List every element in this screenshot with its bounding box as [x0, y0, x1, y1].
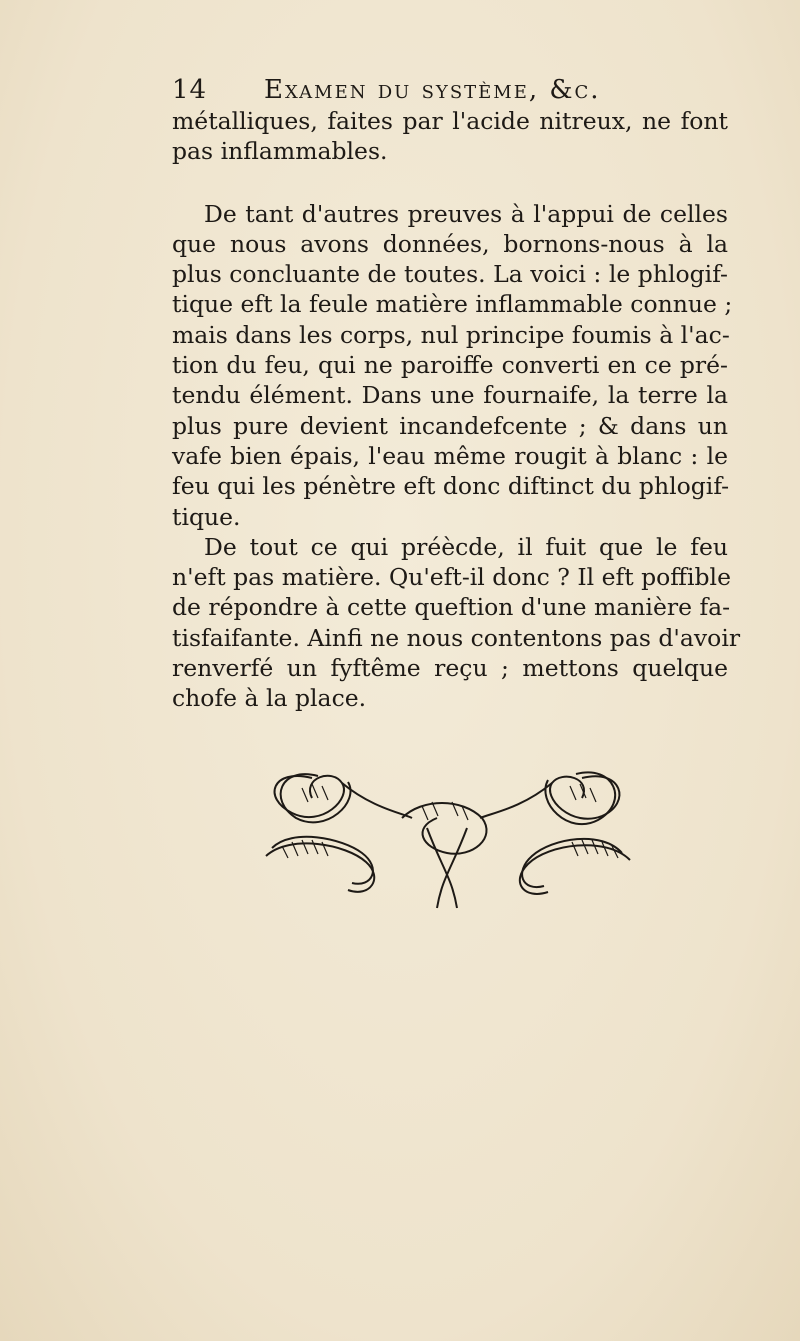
text-line: De tant d'autres preuves à l'appui de celles — [204, 199, 728, 228]
text-line: De tout ce qui préècde, il fuit que le feu — [204, 532, 728, 561]
ribbon-ornament-icon — [252, 758, 642, 916]
text-line: n'eft pas matière. Qu'eft-il donc ? Il eft poffible — [172, 563, 731, 592]
running-title: Examen du système, &c. — [264, 75, 601, 105]
text-line: renverfé un fyftême reçu ; mettons quelque — [172, 654, 728, 683]
text-line: pas inflammables. — [172, 137, 388, 166]
page-number: 14 — [172, 75, 208, 105]
running-header — [172, 74, 692, 106]
text-line: tendu élément. Dans une fournaife, la terre la — [172, 381, 728, 410]
text-line: métalliques, faites par l'acide nitreux, ne font — [172, 107, 728, 135]
paragraph-2 — [172, 199, 733, 532]
body-text — [172, 106, 741, 714]
text-line: plus pure devient incandefcente ; & dans un — [172, 411, 728, 440]
text-line: que nous avons données, bornons-nous à la — [172, 229, 728, 258]
text-line: chofe à la place. — [172, 684, 367, 713]
text-line: mais dans les corps, nul principe foumis à l'ac- — [172, 320, 730, 349]
text-line: vafe bien épais, l'eau même rougit à blanc : le — [172, 441, 728, 470]
text-line: tique. — [172, 502, 241, 531]
text-line: tion du feu, qui ne paroiffe converti en ce pré- — [172, 351, 728, 380]
text-line: de répondre à cette queftion d'une manière fa- — [172, 593, 731, 622]
text-line: tisfaifante. Ainfi ne nous contentons pas d'avoir — [172, 623, 741, 652]
text-line: feu qui les pénètre eft donc diftinct du phlogif- — [172, 472, 730, 501]
text-line: plus concluante de toutes. La voici : le phlogif- — [172, 260, 728, 289]
text-line: tique eft la feule matière inflammable connue ; — [172, 290, 733, 319]
paragraph-1 — [172, 106, 728, 167]
paragraph-3 — [172, 532, 741, 714]
